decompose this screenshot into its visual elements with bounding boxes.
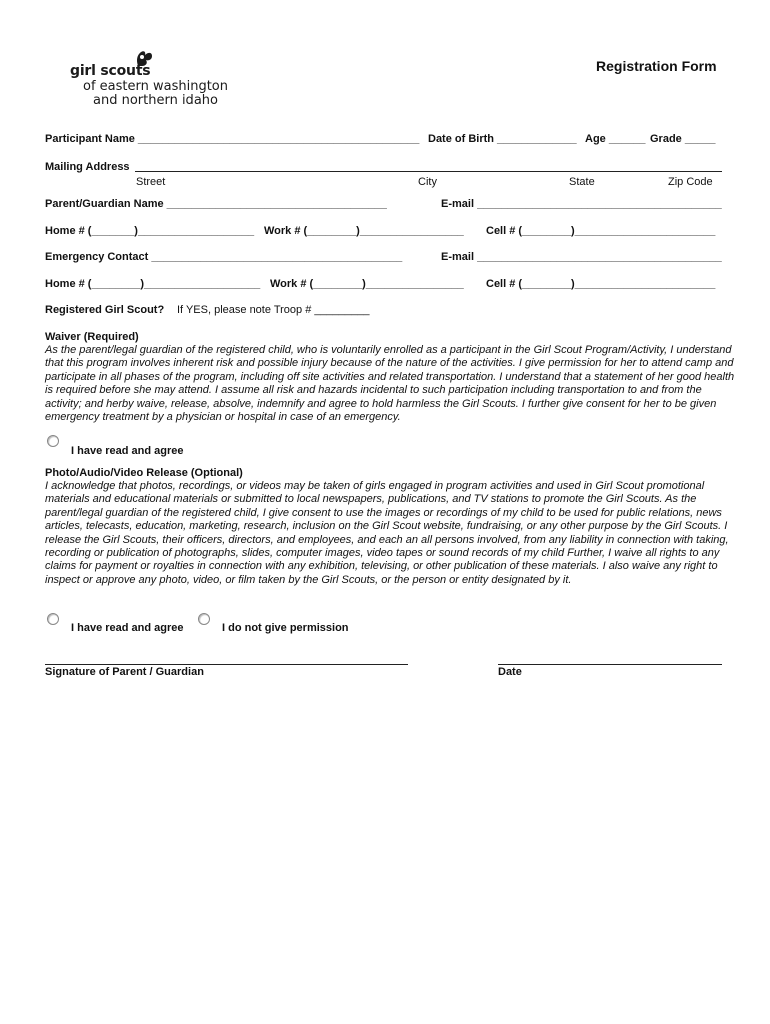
release-decline-radio[interactable]	[198, 613, 210, 625]
release-agree-label[interactable]: I have read and agree	[71, 622, 184, 634]
waiver-agree-radio[interactable]	[47, 435, 59, 447]
date-of-birth-field[interactable]: Date of Birth _____________	[428, 133, 577, 145]
participant-name-field[interactable]: Participant Name ______________________________________________	[45, 133, 420, 145]
signature-label: Signature of Parent / Guardian	[45, 666, 204, 678]
logo-line-3: and northern idaho	[93, 93, 218, 108]
state-label: State	[569, 176, 595, 188]
release-heading: Photo/Audio/Video Release (Optional)	[45, 467, 243, 479]
emergency-email-field[interactable]: E-mail ________________________________________	[441, 251, 722, 263]
release-agree-radio[interactable]	[47, 613, 59, 625]
waiver-text: As the parent/legal guardian of the registered child, who is voluntarily enrolled as a participant in the Girl Scout Program/Activity, I understand that this program involves inherent risk and possible injury because of the nature of the activities. I give permission for her to attend camp and participate in all phases of the program, including off site activities and related transportation. I understand that a statement of her good health is required before she may attend. I assume all risk and hazards incidental to such participation including transportation to and from the activity; and herby waive, release, absolve, indemnify and agree to hold harmless the Girl Scouts. I further give consent for her to be given emergency treatment by a physician or hospital in case of an emergency.	[45, 344, 735, 424]
work-phone-field[interactable]: Work # (________)_________________	[264, 225, 464, 237]
cell-phone-field[interactable]: Cell # (________)_______________________	[486, 225, 716, 237]
signature-line[interactable]	[45, 664, 408, 665]
parent-name-field[interactable]: Parent/Guardian Name ____________________________________	[45, 198, 387, 210]
troop-number-field[interactable]: If YES, please note Troop # _________	[177, 304, 370, 316]
logo-wordmark: girl scouts	[70, 63, 151, 79]
date-label: Date	[498, 666, 522, 678]
page-title: Registration Form	[596, 58, 717, 74]
street-label: Street	[136, 176, 166, 188]
emergency-work-phone-field[interactable]: Work # (________)________________	[270, 278, 464, 290]
home-phone-field[interactable]: Home # (_______)___________________	[45, 225, 255, 237]
waiver-heading: Waiver (Required)	[45, 331, 139, 343]
registered-label: Registered Girl Scout?	[45, 304, 165, 316]
emergency-cell-phone-field[interactable]: Cell # (________)_______________________	[486, 278, 716, 290]
release-decline-label[interactable]: I do not give permission	[222, 622, 349, 634]
emergency-contact-field[interactable]: Emergency Contact _________________________________________	[45, 251, 403, 263]
release-text: I acknowledge that photos, recordings, or videos may be taken of girls engaged in program activities and used in Girl Scout promotional materials and educational materials or submitted to local newspapers, publications, and TV stations to promote the Girl Scouts. As the parent/legal guardian of the registered child, I give consent to use the images or recordings of my child to be used for public relations, news articles, telecasts, education, marketing, research, inclusion on the Girl Scout website, fundraising, or any other purpose by the Girl Scouts. I release the Girl Scouts, their officers, directors, and employees, and each an all persons involved, from any liability in connection with taking, recording or publication of photographs, slides, computer images, video tapes or sound records of my child Further, I waive all rights to any claims for payment or royalties in connection with any exhibition, televising, or other publication of these materials. I also waive any right to inspect or approve any photo, video, or film taken by the Girl Scouts, or the person or entity designated by it.	[45, 480, 729, 586]
waiver-agree-label[interactable]: I have read and agree	[71, 445, 184, 457]
emergency-home-phone-field[interactable]: Home # (________)___________________	[45, 278, 261, 290]
mailing-address-line[interactable]	[135, 171, 722, 172]
grade-field[interactable]: Grade _____	[650, 133, 716, 145]
logo-line-2: of eastern washington	[83, 79, 228, 94]
age-field[interactable]: Age ______	[585, 133, 646, 145]
email-field[interactable]: E-mail ________________________________________	[441, 198, 722, 210]
mailing-address-label: Mailing Address	[45, 161, 130, 173]
logo	[70, 46, 228, 108]
date-line[interactable]	[498, 664, 722, 665]
city-label: City	[418, 176, 437, 188]
zip-label: Zip Code	[668, 176, 713, 188]
